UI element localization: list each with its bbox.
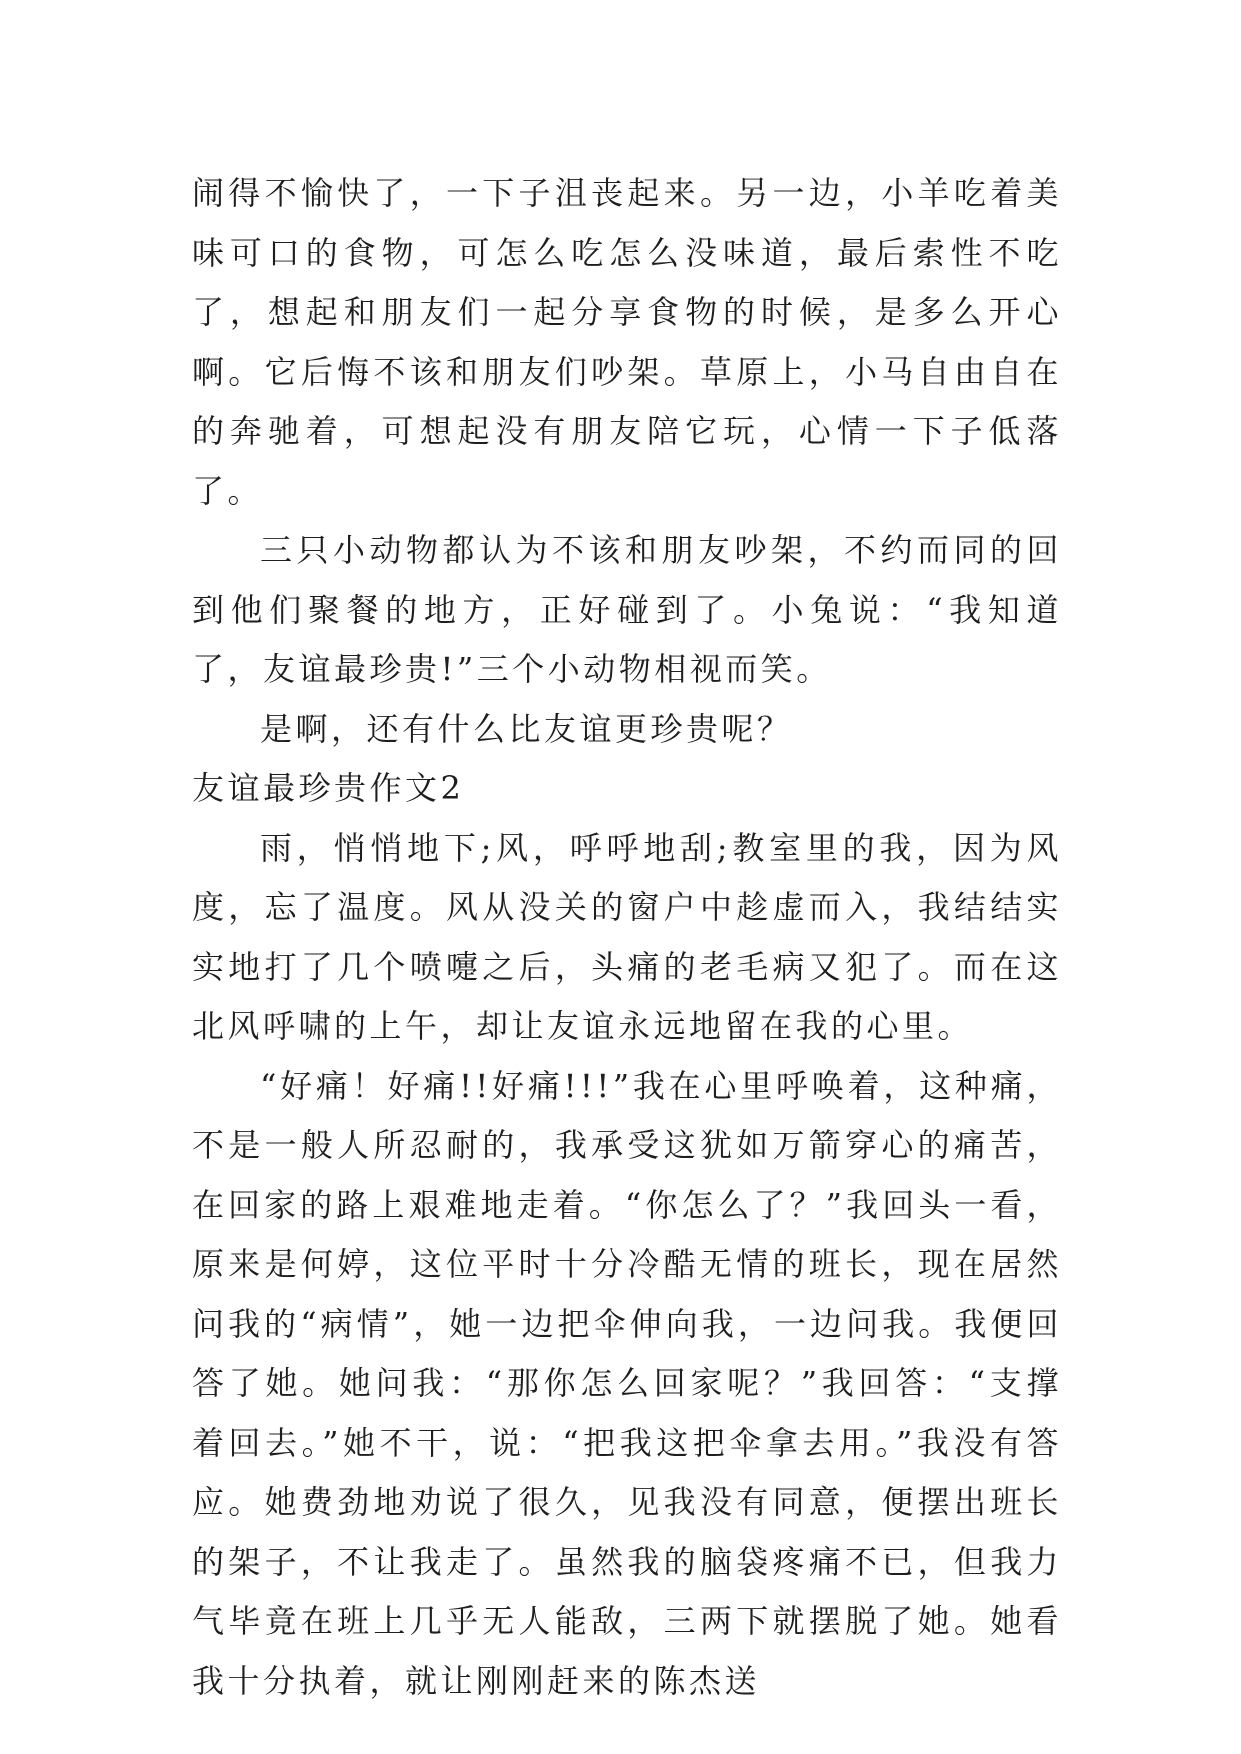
document-page [192,164,1062,1711]
paragraph: “好痛！好痛!!好痛!!!”我在心里呼唤着，这种痛，不是一般人所忍耐的，我承受这犹如万箭穿心的痛苦，在回家的路上艰难地走着。“你怎么了？”我回头一看，原来是何婷，这位平时十分冷酷无情的班长，现在居然问我的“病情”，她一边把伞伸向我，一边问我。我便回答了她。她问我：“那你怎么回家呢？”我回答：“支撑着回去。”她不干，说：“把我这把伞拿去用。”我没有答应。她费劲地劝说了很久，见我没有同意，便摆出班长的架子，不让我走了。虽然我的脑袋疼痛不已，但我力气毕竟在班上几乎无人能敌，三两下就摆脱了她。她看我十分执着，就让刚刚赶来的陈杰送 [192,1066,1062,1700]
paragraph: 三只小动物都认为不该和朋友吵架，不约而同的回到他们聚餐的地方，正好碰到了。小兔说：“我知道了，友谊最珍贵!”三个小动物相视而笑。 [192,531,1062,688]
paragraph: 闹得不愉快了，一下子沮丧起来。另一边，小羊吃着美味可口的食物，可怎么吃怎么没味道，最后索性不吃了，想起和朋友们一起分享食物的时候，是多么开心啊。它后悔不该和朋友们吵架。草原上，小马自由自在的奔驰着，可想起没有朋友陪它玩，心情一下子低落了。 [192,174,1062,510]
paragraph: 是啊，还有什么比友谊更珍贵呢？ [260,709,793,748]
paragraph: 雨，悄悄地下;风，呼呼地刮;教室里的我，因为风度，忘了温度。风从没关的窗户中趁虚而入，我结结实实地打了几个喷嚏之后，头痛的老毛病又犯了。而在这北风呼啸的上午，却让友谊永远地留在我的心里。 [192,828,1062,1045]
section-heading: 友谊最珍贵作文2 [192,769,465,807]
